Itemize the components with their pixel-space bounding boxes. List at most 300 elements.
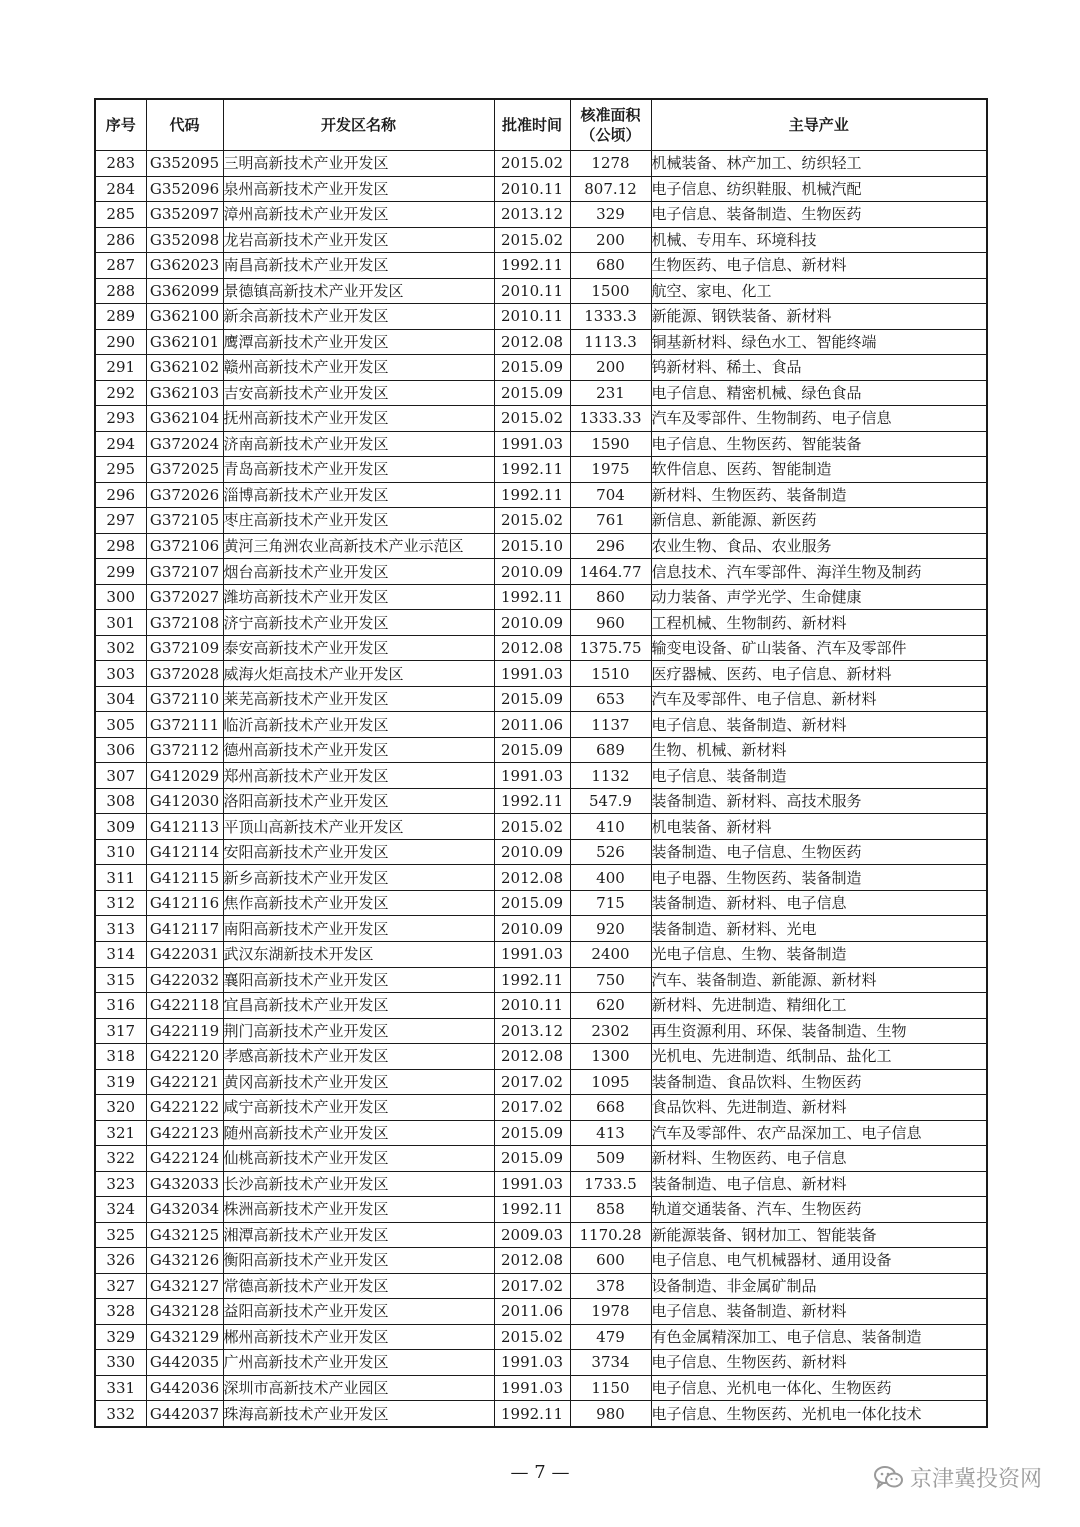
cell-approval-date: 2011.06 [494, 1299, 570, 1325]
cell-seq: 317 [95, 1018, 146, 1044]
cell-area: 413 [570, 1120, 651, 1146]
cell-approval-date: 2012.08 [494, 1044, 570, 1070]
cell-area: 860 [570, 584, 651, 610]
header-name: 开发区名称 [223, 99, 494, 151]
cell-industry: 轨道交通装备、汽车、生物医药 [651, 1197, 987, 1223]
cell-seq: 326 [95, 1248, 146, 1274]
cell-code: G352095 [146, 151, 223, 177]
cell-seq: 325 [95, 1222, 146, 1248]
cell-zone-name: 南昌高新技术产业开发区 [223, 253, 494, 279]
cell-industry: 机械装备、林产加工、纺织轻工 [651, 151, 987, 177]
cell-seq: 320 [95, 1095, 146, 1121]
table-body [95, 151, 987, 1427]
cell-approval-date: 2015.02 [494, 151, 570, 177]
cell-industry: 食品饮料、先进制造、新材料 [651, 1095, 987, 1121]
cell-zone-name: 新余高新技术产业开发区 [223, 304, 494, 330]
cell-area: 1375.75 [570, 635, 651, 661]
cell-seq: 327 [95, 1273, 146, 1299]
table-row [95, 1146, 987, 1172]
cell-industry: 电子信息、生物医药、光机电一体化技术 [651, 1401, 987, 1427]
cell-code: G372106 [146, 533, 223, 559]
cell-seq: 296 [95, 482, 146, 508]
table-row [95, 839, 987, 865]
cell-seq: 314 [95, 941, 146, 967]
table-row [95, 202, 987, 228]
cell-code: G422124 [146, 1146, 223, 1172]
cell-approval-date: 2010.09 [494, 610, 570, 636]
cell-seq: 308 [95, 788, 146, 814]
table-row [95, 1120, 987, 1146]
cell-zone-name: 珠海高新技术产业开发区 [223, 1401, 494, 1427]
cell-industry: 新材料、生物医药、电子信息 [651, 1146, 987, 1172]
cell-zone-name: 黄河三角洲农业高新技术产业示范区 [223, 533, 494, 559]
cell-approval-date: 2010.09 [494, 839, 570, 865]
cell-area: 526 [570, 839, 651, 865]
cell-zone-name: 景德镇高新技术产业开发区 [223, 278, 494, 304]
cell-industry: 电子信息、装备制造、生物医药 [651, 202, 987, 228]
cell-area: 704 [570, 482, 651, 508]
cell-approval-date: 1991.03 [494, 1350, 570, 1376]
cell-code: G442036 [146, 1375, 223, 1401]
cell-code: G372025 [146, 457, 223, 483]
table-row [95, 559, 987, 585]
cell-code: G412114 [146, 839, 223, 865]
cell-area: 1150 [570, 1375, 651, 1401]
cell-code: G422032 [146, 967, 223, 993]
cell-area: 750 [570, 967, 651, 993]
cell-zone-name: 焦作高新技术产业开发区 [223, 890, 494, 916]
table-row [95, 457, 987, 483]
cell-approval-date: 2015.09 [494, 890, 570, 916]
cell-seq: 297 [95, 508, 146, 534]
cell-industry: 机械、专用车、环境科技 [651, 227, 987, 253]
table-row [95, 176, 987, 202]
cell-area: 200 [570, 355, 651, 381]
cell-industry: 生物医药、电子信息、新材料 [651, 253, 987, 279]
cell-zone-name: 郑州高新技术产业开发区 [223, 763, 494, 789]
cell-industry: 新能源装备、钢材加工、智能装备 [651, 1222, 987, 1248]
cell-approval-date: 2010.09 [494, 916, 570, 942]
table-row [95, 1222, 987, 1248]
cell-code: G372108 [146, 610, 223, 636]
cell-approval-date: 2017.02 [494, 1095, 570, 1121]
cell-zone-name: 孝感高新技术产业开发区 [223, 1044, 494, 1070]
cell-zone-name: 抚州高新技术产业开发区 [223, 406, 494, 432]
table-row [95, 1401, 987, 1427]
cell-seq: 288 [95, 278, 146, 304]
cell-approval-date: 1991.03 [494, 941, 570, 967]
cell-area: 1170.28 [570, 1222, 651, 1248]
cell-approval-date: 2015.09 [494, 380, 570, 406]
cell-approval-date: 2015.02 [494, 508, 570, 534]
table-row [95, 814, 987, 840]
cell-area: 2400 [570, 941, 651, 967]
cell-code: G422123 [146, 1120, 223, 1146]
cell-zone-name: 临沂高新技术产业开发区 [223, 712, 494, 738]
table-row [95, 686, 987, 712]
header-code: 代码 [146, 99, 223, 151]
cell-area: 761 [570, 508, 651, 534]
cell-area: 231 [570, 380, 651, 406]
cell-zone-name: 枣庄高新技术产业开发区 [223, 508, 494, 534]
cell-seq: 329 [95, 1324, 146, 1350]
cell-industry: 有色金属精深加工、电子信息、装备制造 [651, 1324, 987, 1350]
development-zone-table [94, 98, 988, 1428]
table-row [95, 508, 987, 534]
cell-seq: 286 [95, 227, 146, 253]
table-row [95, 431, 987, 457]
cell-zone-name: 烟台高新技术产业开发区 [223, 559, 494, 585]
cell-area: 715 [570, 890, 651, 916]
table-row [95, 355, 987, 381]
page-number: — 7 — [510, 1462, 570, 1483]
cell-industry: 新能源、钢铁装备、新材料 [651, 304, 987, 330]
header-area [570, 99, 651, 151]
cell-approval-date: 2015.09 [494, 355, 570, 381]
cell-seq: 319 [95, 1069, 146, 1095]
cell-industry: 信息技术、汽车零部件、海洋生物及制药 [651, 559, 987, 585]
cell-code: G352098 [146, 227, 223, 253]
cell-area: 1137 [570, 712, 651, 738]
table-row [95, 380, 987, 406]
cell-code: G412113 [146, 814, 223, 840]
cell-code: G352097 [146, 202, 223, 228]
cell-approval-date: 2015.02 [494, 406, 570, 432]
cell-approval-date: 2011.06 [494, 712, 570, 738]
cell-zone-name: 常德高新技术产业开发区 [223, 1273, 494, 1299]
table-row [95, 712, 987, 738]
cell-seq: 318 [95, 1044, 146, 1070]
table-row [95, 1273, 987, 1299]
cell-approval-date: 1991.03 [494, 763, 570, 789]
header-date: 批准时间 [494, 99, 570, 151]
cell-zone-name: 泰安高新技术产业开发区 [223, 635, 494, 661]
cell-approval-date: 2015.09 [494, 737, 570, 763]
cell-area: 600 [570, 1248, 651, 1274]
cell-industry: 软件信息、医药、智能制造 [651, 457, 987, 483]
cell-seq: 295 [95, 457, 146, 483]
cell-code: G412029 [146, 763, 223, 789]
cell-zone-name: 湘潭高新技术产业开发区 [223, 1222, 494, 1248]
cell-industry: 新材料、先进制造、精细化工 [651, 993, 987, 1019]
cell-seq: 299 [95, 559, 146, 585]
cell-code: G412116 [146, 890, 223, 916]
header-area-line2: （公顷） [580, 126, 641, 144]
table-row [95, 737, 987, 763]
cell-approval-date: 2012.08 [494, 865, 570, 891]
cell-industry: 装备制造、新材料、光电 [651, 916, 987, 942]
cell-area: 378 [570, 1273, 651, 1299]
cell-area: 410 [570, 814, 651, 840]
cell-code: G412117 [146, 916, 223, 942]
cell-industry: 装备制造、新材料、电子信息 [651, 890, 987, 916]
cell-zone-name: 宜昌高新技术产业开发区 [223, 993, 494, 1019]
table-row [95, 1018, 987, 1044]
cell-area: 296 [570, 533, 651, 559]
table-row [95, 1248, 987, 1274]
cell-seq: 304 [95, 686, 146, 712]
cell-zone-name: 济宁高新技术产业开发区 [223, 610, 494, 636]
cell-zone-name: 鹰潭高新技术产业开发区 [223, 329, 494, 355]
cell-area: 1300 [570, 1044, 651, 1070]
cell-approval-date: 2010.11 [494, 278, 570, 304]
cell-seq: 300 [95, 584, 146, 610]
table-row [95, 329, 987, 355]
cell-approval-date: 2017.02 [494, 1069, 570, 1095]
table-row [95, 1350, 987, 1376]
cell-area: 1464.77 [570, 559, 651, 585]
cell-seq: 287 [95, 253, 146, 279]
cell-code: G352096 [146, 176, 223, 202]
cell-industry: 汽车及零部件、生物制药、电子信息 [651, 406, 987, 432]
table-row [95, 1375, 987, 1401]
cell-seq: 284 [95, 176, 146, 202]
cell-code: G432127 [146, 1273, 223, 1299]
cell-code: G432033 [146, 1171, 223, 1197]
cell-area: 2302 [570, 1018, 651, 1044]
cell-seq: 312 [95, 890, 146, 916]
cell-industry: 新材料、生物医药、装备制造 [651, 482, 987, 508]
cell-seq: 298 [95, 533, 146, 559]
cell-approval-date: 2010.11 [494, 304, 570, 330]
cell-seq: 311 [95, 865, 146, 891]
cell-code: G372027 [146, 584, 223, 610]
cell-seq: 307 [95, 763, 146, 789]
cell-industry: 电子信息、生物医药、新材料 [651, 1350, 987, 1376]
cell-code: G412030 [146, 788, 223, 814]
cell-code: G422031 [146, 941, 223, 967]
table-row [95, 661, 987, 687]
cell-zone-name: 新乡高新技术产业开发区 [223, 865, 494, 891]
table-row [95, 304, 987, 330]
cell-industry: 生物、机械、新材料 [651, 737, 987, 763]
cell-industry: 设备制造、非金属矿制品 [651, 1273, 987, 1299]
cell-industry: 农业生物、食品、农业服务 [651, 533, 987, 559]
cell-code: G372112 [146, 737, 223, 763]
cell-code: G362023 [146, 253, 223, 279]
cell-zone-name: 莱芜高新技术产业开发区 [223, 686, 494, 712]
cell-zone-name: 泉州高新技术产业开发区 [223, 176, 494, 202]
table-row [95, 916, 987, 942]
cell-code: G362101 [146, 329, 223, 355]
cell-industry: 钨新材料、稀土、食品 [651, 355, 987, 381]
table-row [95, 253, 987, 279]
cell-industry: 电子电器、生物医药、装备制造 [651, 865, 987, 891]
cell-code: G442035 [146, 1350, 223, 1376]
cell-seq: 291 [95, 355, 146, 381]
cell-area: 620 [570, 993, 651, 1019]
cell-code: G372110 [146, 686, 223, 712]
cell-code: G372109 [146, 635, 223, 661]
cell-approval-date: 2012.08 [494, 329, 570, 355]
cell-code: G422118 [146, 993, 223, 1019]
cell-area: 1975 [570, 457, 651, 483]
cell-zone-name: 深圳市高新技术产业园区 [223, 1375, 494, 1401]
cell-industry: 电子信息、装备制造、新材料 [651, 1299, 987, 1325]
cell-zone-name: 漳州高新技术产业开发区 [223, 202, 494, 228]
cell-industry: 电子信息、光机电一体化、生物医药 [651, 1375, 987, 1401]
cell-industry: 装备制造、食品饮料、生物医药 [651, 1069, 987, 1095]
cell-zone-name: 武汉东湖新技术开发区 [223, 941, 494, 967]
table-row [95, 151, 987, 177]
table-header-row [95, 99, 987, 151]
cell-approval-date: 1992.11 [494, 457, 570, 483]
watermark [874, 1462, 1042, 1493]
cell-code: G432129 [146, 1324, 223, 1350]
cell-area: 1132 [570, 763, 651, 789]
cell-seq: 289 [95, 304, 146, 330]
cell-seq: 305 [95, 712, 146, 738]
cell-industry: 光电子信息、生物、装备制造 [651, 941, 987, 967]
cell-industry: 新信息、新能源、新医药 [651, 508, 987, 534]
table-row [95, 941, 987, 967]
cell-industry: 铜基新材料、绿色水工、智能终端 [651, 329, 987, 355]
table-row [95, 278, 987, 304]
table-row [95, 993, 987, 1019]
cell-zone-name: 郴州高新技术产业开发区 [223, 1324, 494, 1350]
table-row [95, 406, 987, 432]
cell-approval-date: 1992.11 [494, 1197, 570, 1223]
cell-industry: 装备制造、电子信息、新材料 [651, 1171, 987, 1197]
table-row [95, 890, 987, 916]
cell-approval-date: 1992.11 [494, 482, 570, 508]
cell-approval-date: 1992.11 [494, 788, 570, 814]
cell-approval-date: 1992.11 [494, 1401, 570, 1427]
cell-code: G372111 [146, 712, 223, 738]
cell-code: G372107 [146, 559, 223, 585]
cell-zone-name: 广州高新技术产业开发区 [223, 1350, 494, 1376]
cell-zone-name: 济南高新技术产业开发区 [223, 431, 494, 457]
table-row [95, 584, 987, 610]
cell-industry: 机电装备、新材料 [651, 814, 987, 840]
cell-seq: 332 [95, 1401, 146, 1427]
cell-industry: 工程机械、生物制药、新材料 [651, 610, 987, 636]
cell-area: 509 [570, 1146, 651, 1172]
cell-area: 1733.5 [570, 1171, 651, 1197]
cell-zone-name: 威海火炬高技术产业开发区 [223, 661, 494, 687]
cell-industry: 电子信息、装备制造、新材料 [651, 712, 987, 738]
cell-code: G372026 [146, 482, 223, 508]
cell-area: 200 [570, 227, 651, 253]
cell-approval-date: 2015.09 [494, 1120, 570, 1146]
table-row [95, 763, 987, 789]
cell-approval-date: 2010.11 [494, 176, 570, 202]
cell-code: G432128 [146, 1299, 223, 1325]
cell-area: 1333.3 [570, 304, 651, 330]
cell-industry: 汽车及零部件、农产品深加工、电子信息 [651, 1120, 987, 1146]
cell-seq: 323 [95, 1171, 146, 1197]
cell-zone-name: 长沙高新技术产业开发区 [223, 1171, 494, 1197]
cell-area: 920 [570, 916, 651, 942]
cell-seq: 303 [95, 661, 146, 687]
cell-industry: 电子信息、生物医药、智能装备 [651, 431, 987, 457]
cell-code: G422121 [146, 1069, 223, 1095]
cell-code: G372024 [146, 431, 223, 457]
cell-zone-name: 荆门高新技术产业开发区 [223, 1018, 494, 1044]
watermark-text: 京津冀投资网 [909, 1467, 1042, 1492]
cell-area: 980 [570, 1401, 651, 1427]
cell-zone-name: 淄博高新技术产业开发区 [223, 482, 494, 508]
cell-zone-name: 安阳高新技术产业开发区 [223, 839, 494, 865]
cell-code: G422122 [146, 1095, 223, 1121]
cell-seq: 293 [95, 406, 146, 432]
cell-approval-date: 2012.08 [494, 1248, 570, 1274]
cell-area: 1278 [570, 151, 651, 177]
cell-code: G432034 [146, 1197, 223, 1223]
table-row [95, 1095, 987, 1121]
cell-area: 1510 [570, 661, 651, 687]
cell-seq: 321 [95, 1120, 146, 1146]
cell-approval-date: 2015.09 [494, 686, 570, 712]
cell-seq: 313 [95, 916, 146, 942]
cell-seq: 310 [95, 839, 146, 865]
cell-code: G372105 [146, 508, 223, 534]
cell-code: G432125 [146, 1222, 223, 1248]
cell-seq: 292 [95, 380, 146, 406]
cell-industry: 再生资源利用、环保、装备制造、生物 [651, 1018, 987, 1044]
cell-seq: 302 [95, 635, 146, 661]
cell-zone-name: 咸宁高新技术产业开发区 [223, 1095, 494, 1121]
table-row [95, 967, 987, 993]
table-row [95, 1324, 987, 1350]
cell-industry: 电子信息、电气机械器材、通用设备 [651, 1248, 987, 1274]
cell-approval-date: 2015.10 [494, 533, 570, 559]
cell-area: 960 [570, 610, 651, 636]
cell-code: G422119 [146, 1018, 223, 1044]
cell-seq: 316 [95, 993, 146, 1019]
cell-zone-name: 衡阳高新技术产业开发区 [223, 1248, 494, 1274]
cell-code: G432126 [146, 1248, 223, 1274]
cell-area: 689 [570, 737, 651, 763]
header-industry: 主导产业 [651, 99, 987, 151]
table-row [95, 1197, 987, 1223]
cell-code: G362104 [146, 406, 223, 432]
table-row [95, 1044, 987, 1070]
cell-area: 858 [570, 1197, 651, 1223]
cell-seq: 283 [95, 151, 146, 177]
cell-industry: 装备制造、新材料、高技术服务 [651, 788, 987, 814]
cell-zone-name: 德州高新技术产业开发区 [223, 737, 494, 763]
table-row [95, 610, 987, 636]
cell-seq: 306 [95, 737, 146, 763]
cell-approval-date: 1992.11 [494, 584, 570, 610]
cell-industry: 汽车、装备制造、新能源、新材料 [651, 967, 987, 993]
cell-approval-date: 1992.11 [494, 967, 570, 993]
cell-zone-name: 洛阳高新技术产业开发区 [223, 788, 494, 814]
cell-area: 653 [570, 686, 651, 712]
cell-area: 1590 [570, 431, 651, 457]
cell-seq: 322 [95, 1146, 146, 1172]
cell-zone-name: 仙桃高新技术产业开发区 [223, 1146, 494, 1172]
table-row [95, 1299, 987, 1325]
cell-zone-name: 黄冈高新技术产业开发区 [223, 1069, 494, 1095]
cell-area: 3734 [570, 1350, 651, 1376]
cell-area: 547.9 [570, 788, 651, 814]
cell-approval-date: 1992.11 [494, 253, 570, 279]
cell-zone-name: 三明高新技术产业开发区 [223, 151, 494, 177]
table-row [95, 482, 987, 508]
cell-industry: 电子信息、精密机械、绿色食品 [651, 380, 987, 406]
cell-code: G442037 [146, 1401, 223, 1427]
cell-industry: 汽车及零部件、电子信息、新材料 [651, 686, 987, 712]
table-row [95, 865, 987, 891]
cell-zone-name: 随州高新技术产业开发区 [223, 1120, 494, 1146]
cell-area: 479 [570, 1324, 651, 1350]
table-row [95, 1171, 987, 1197]
cell-area: 400 [570, 865, 651, 891]
header-area-line1: 核准面积 [580, 106, 641, 124]
cell-code: G362099 [146, 278, 223, 304]
